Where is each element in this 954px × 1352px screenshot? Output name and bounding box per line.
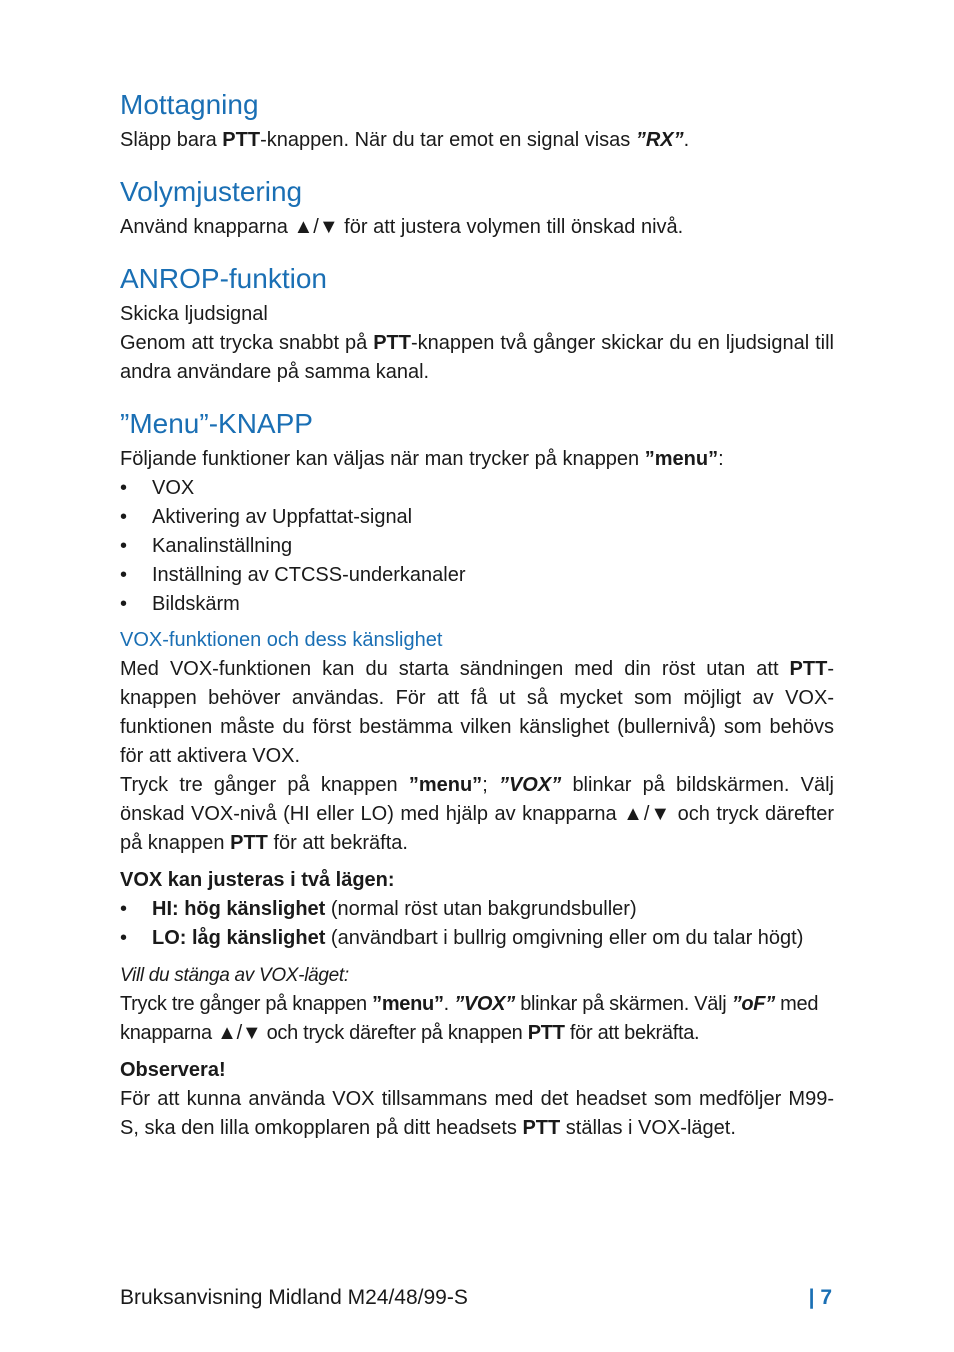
anrop-subheading: Skicka ljudsignal xyxy=(120,303,268,325)
vox-off-heading: Vill du stänga av VOX-läget: xyxy=(120,965,349,986)
page-footer xyxy=(120,1283,834,1313)
heading-mottagning: Mottagning xyxy=(120,89,259,120)
page-separator: | xyxy=(808,1286,821,1309)
list-item: • Bildskärm xyxy=(120,593,240,615)
paragraph-volymjustering: Använd knapparna ▲/▼ för att justera volymen till önskad nivå. xyxy=(120,216,684,238)
list-item: • Aktivering av Uppfattat-signal xyxy=(120,506,413,528)
paragraph-anrop: Genom att trycka snabbt på PTT-knappen två gånger skickar du en ljudsignal till andra användare på samma kanal. xyxy=(120,332,834,383)
vox-modes-list xyxy=(120,895,834,953)
paragraph-vox-off: Tryck tre gånger på knappen ”menu”. ”VOX” blinkar på skärmen. Välj ”oF” med knapparna ▲/▼ och tryck därefter på knappen PTT för att bekräfta. xyxy=(120,993,819,1044)
menu-function-list xyxy=(120,474,834,619)
list-item: • LO: låg känslighet (användbart i bullrig omgivning eller om du talar högt) xyxy=(120,927,804,949)
list-item: • HI: hög känslighet (normal röst utan bakgrundsbuller) xyxy=(120,898,637,920)
paragraph-vox-setup: Tryck tre gånger på knappen ”menu”; ”VOX” blinkar på bildskärmen. Välj önskad VOX-nivå (HI eller LO) med hjälp av knapparna ▲/▼ och tryck därefter på knappen PTT för att bekräfta. xyxy=(120,774,834,854)
footer-title: Bruksanvisning Midland M24/48/99-S xyxy=(120,1286,468,1309)
list-item: • VOX xyxy=(120,477,195,499)
paragraph-menu-intro: Följande funktioner kan väljas när man trycker på knappen ”menu”: xyxy=(120,448,724,470)
paragraph-vox-intro: Med VOX-funktionen kan du starta sändningen med din röst utan att PTT-knappen behöver användas. För att få ut så mycket som möjligt av VOX-funktionen måste du först bestämma vilken känslighet (bullernivå) som behövs för att aktivera VOX. xyxy=(120,658,834,767)
vox-modes-heading: VOX kan justeras i två lägen: xyxy=(120,869,395,891)
paragraph-note: För att kunna använda VOX tillsammans med det headset som medföljer M99-S, ska den lilla omkopplaren på ditt headsets PTT ställas i VOX-läget. xyxy=(120,1088,834,1139)
paragraph-mottagning: Släpp bara PTT-knappen. När du tar emot en signal visas ”RX”. xyxy=(120,129,690,151)
heading-volymjustering: Volymjustering xyxy=(120,176,303,207)
page-content xyxy=(120,88,834,1143)
subheading-vox: VOX-funktionen och dess känslighet xyxy=(120,629,443,651)
page-number xyxy=(809,1283,832,1313)
page-number-value: 7 xyxy=(820,1286,832,1309)
list-item: • Inställning av CTCSS-underkanaler xyxy=(120,564,466,586)
note-heading: Observera! xyxy=(120,1059,226,1081)
list-item: • Kanalinställning xyxy=(120,535,293,557)
heading-menu: ”Menu”-KNAPP xyxy=(120,408,313,439)
heading-anrop: ANROP-funktion xyxy=(120,263,327,294)
